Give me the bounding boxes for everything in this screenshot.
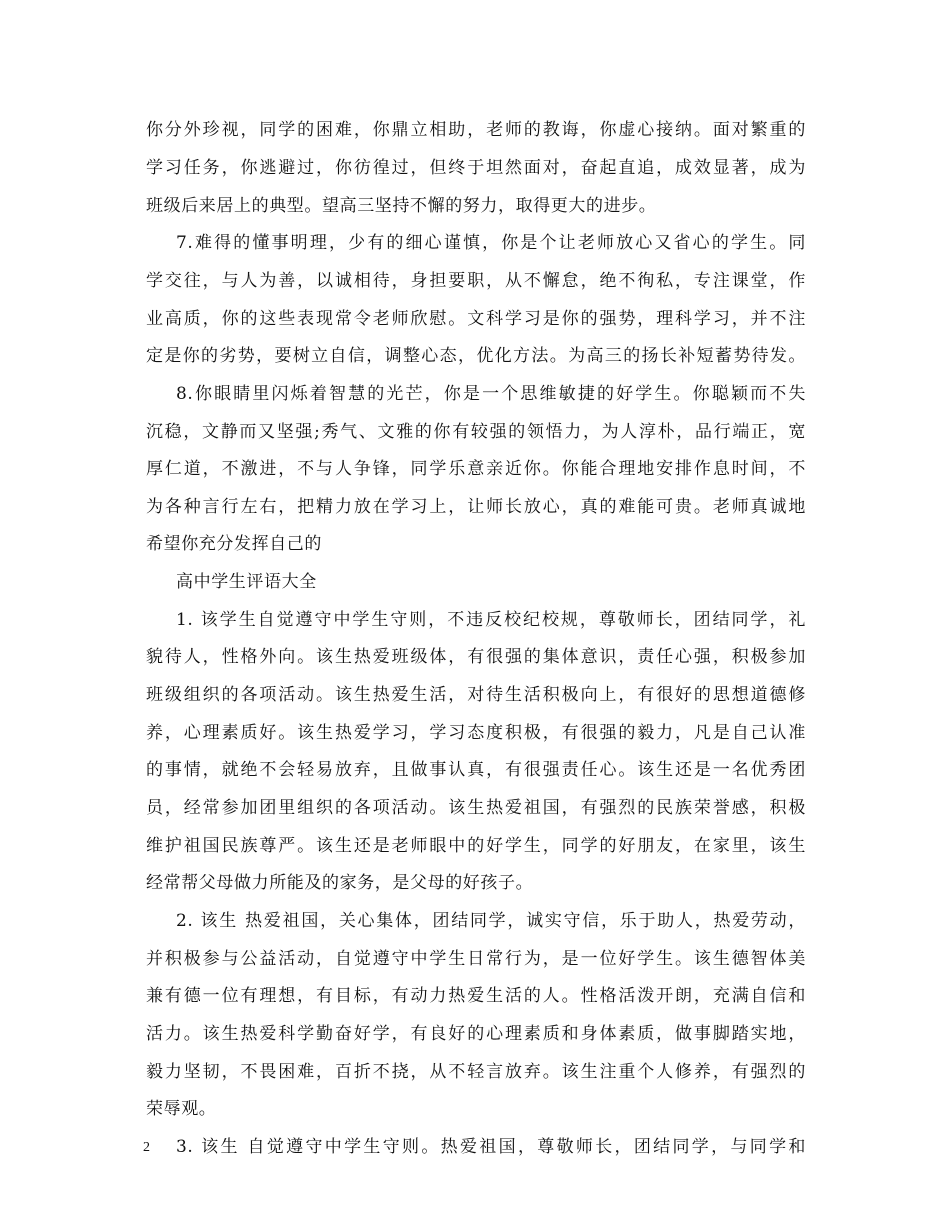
text-line: 经常帮父母做力所能及的家务，是父母的好孩子。 <box>146 873 534 893</box>
text-line: 1. 该学生自觉遵守中学生守则，不违反校纪校规，尊敬师长，团结同学，礼 <box>176 610 806 630</box>
text-line: 养，心理素质好。该生热爱学习，学习态度积极，有很强的毅力，凡是自己认准 <box>146 723 806 743</box>
text-line: 班级组织的各项活动。该生热爱生活，对待生活积极向上，有很好的思想道德修 <box>146 685 806 705</box>
text-line: 沉稳，文静而又坚强;秀气、文雅的你有较强的领悟力，为人淳朴，品行端正，宽 <box>146 422 806 442</box>
text-line: 貌待人，性格外向。该生热爱班级体，有很强的集体意识，责任心强，积极参加 <box>146 647 806 667</box>
text-line: 维护祖国民族尊严。该生还是老师眼中的好学生，同学的好朋友，在家里，该生 <box>146 836 806 856</box>
text-line: 并积极参与公益活动，自觉遵守中学生日常行为，是一位好学生。该生德智体美 <box>146 949 806 969</box>
page-number: 2 <box>143 1140 150 1155</box>
text-line: 学交往，与人为善，以诚相待，身担要职，从不懈怠，绝不徇私，专注课堂，作 <box>146 271 806 291</box>
text-line: 班级后来居上的典型。望高三坚持不懈的努力，取得更大的进步。 <box>146 196 657 216</box>
text-line: 厚仁道，不激进，不与人争锋，同学乐意亲近你。你能合理地安排作息时间，不 <box>146 459 806 479</box>
text-line: 希望你充分发挥自己的 <box>146 534 322 554</box>
section-heading: 高中学生评语大全 <box>176 572 317 592</box>
text-line: 荣辱观。 <box>146 1099 217 1119</box>
text-line: 3. 该生 自觉遵守中学生守则。热爱祖国，尊敬师长，团结同学，与同学和 <box>176 1137 806 1157</box>
text-line: 业高质，你的这些表现常令老师欣慰。文科学习是你的强势，理科学习，并不注 <box>146 309 806 329</box>
text-line: 兼有德一位有理想，有目标，有动力热爱生活的人。性格活泼开朗，充满自信和 <box>146 986 806 1006</box>
text-line: 毅力坚韧，不畏困难，百折不挠，从不轻言放弃。该生注重个人修养，有强烈的 <box>146 1062 806 1082</box>
text-line: 你分外珍视，同学的困难，你鼎立相助，老师的教诲，你虚心接纳。面对繁重的 <box>146 120 806 140</box>
text-line: 2. 该生 热爱祖国，关心集体，团结同学，诚实守信，乐于助人，热爱劳动， <box>176 911 806 931</box>
text-line: 的事情，就绝不会轻易放弃，且做事认真，有很强责任心。该生还是一名优秀团 <box>146 760 806 780</box>
text-line: 员，经常参加团里组织的各项活动。该生热爱祖国，有强烈的民族荣誉感，积极 <box>146 798 806 818</box>
text-line: 定是你的劣势，要树立自信，调整心态，优化方法。为高三的扬长补短蓄势待发。 <box>146 346 806 366</box>
text-line: 活力。该生热爱科学勤奋好学，有良好的心理素质和身体素质，做事脚踏实地， <box>146 1024 806 1044</box>
text-line: 8.你眼睛里闪烁着智慧的光芒，你是一个思维敏捷的好学生。你聪颖而不失 <box>176 384 806 404</box>
text-line: 学习任务，你逃避过，你彷徨过，但终于坦然面对，奋起直追，成效显著，成为 <box>146 158 806 178</box>
text-line: 7.难得的懂事明理，少有的细心谨慎，你是个让老师放心又省心的学生。同 <box>176 233 806 253</box>
text-line: 为各种言行左右，把精力放在学习上，让师长放心，真的难能可贵。老师真诚地 <box>146 497 806 517</box>
